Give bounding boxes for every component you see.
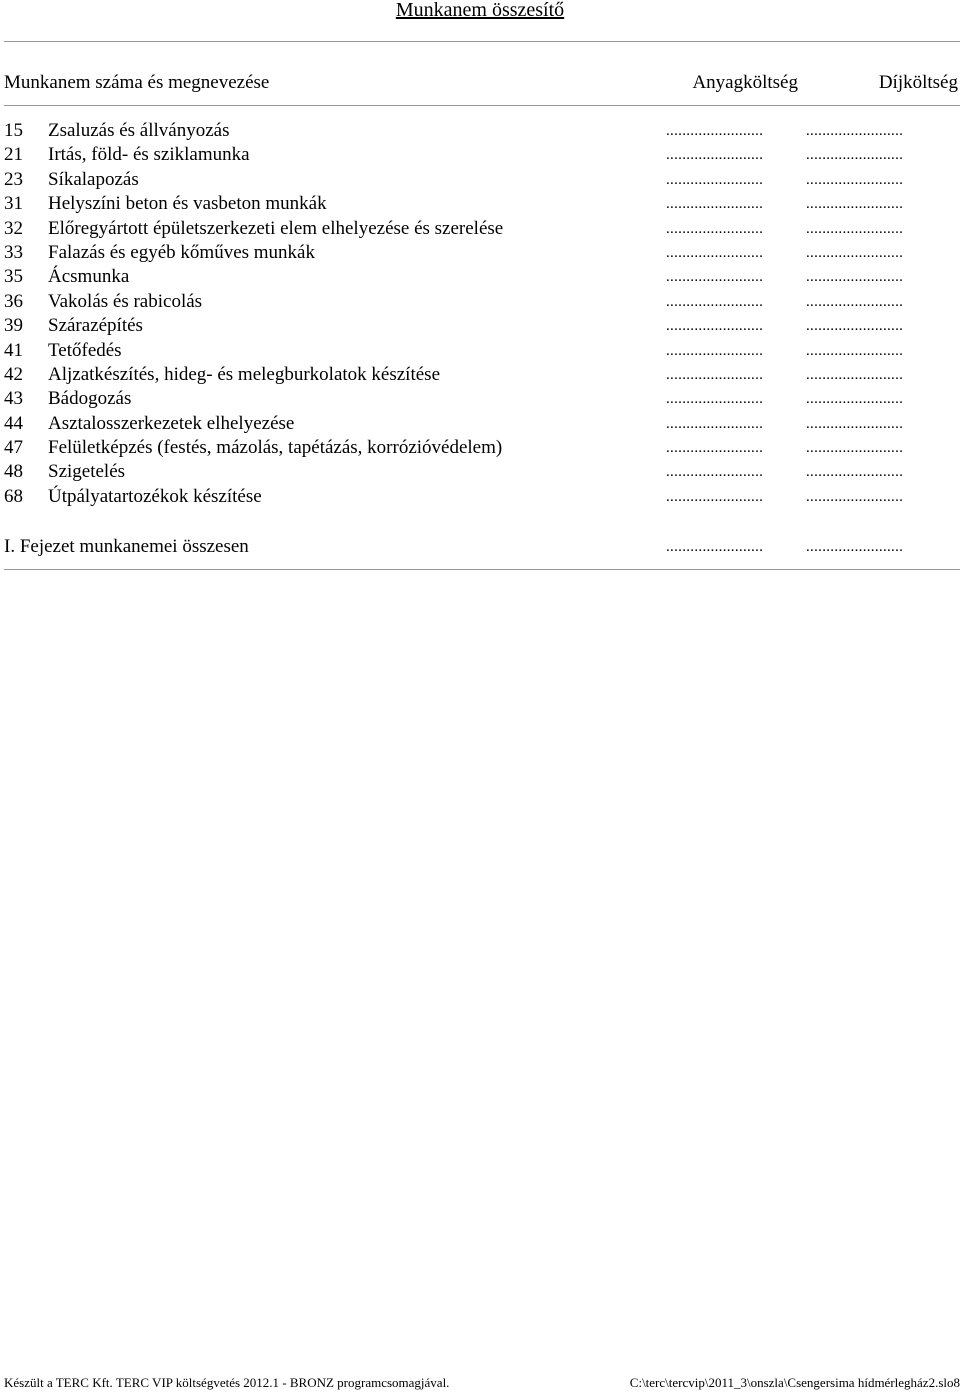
row-fee-cost: ........................	[806, 342, 904, 359]
row-code: 33	[4, 241, 23, 263]
row-label: Zsaluzás és állványozás	[48, 120, 230, 141]
table-row	[4, 314, 960, 338]
row-label: Falazás és egyéb kőműves munkák	[48, 241, 315, 263]
row-label: Felületképzés (festés, mázolás, tapétázás, korrózióvédelem)	[48, 437, 503, 459]
row-fee-cost: ........................	[806, 196, 904, 213]
row-label: Szárazépítés	[48, 315, 143, 337]
row-material-cost: ........................	[666, 415, 764, 432]
table-row	[4, 485, 960, 509]
header-material-cost-column: Anyagköltség	[692, 72, 798, 93]
page-title: Munkanem összesítő	[395, 0, 565, 21]
row-material-cost: ........................	[666, 244, 764, 261]
footer-generator-text: Készült a TERC Kft. TERC VIP költségvetés 2012.1 - BRONZ programcsomagjával.	[4, 1375, 450, 1390]
table-row	[4, 143, 960, 167]
total-label: I. Fejezet munkanemei összesen	[4, 536, 249, 557]
row-material-cost: ........................	[666, 171, 764, 188]
table-row	[4, 168, 960, 192]
row-label: Helyszíni beton és vasbeton munkák	[48, 193, 327, 215]
row-material-cost: ........................	[666, 391, 764, 408]
row-material-cost: ........................	[666, 269, 764, 286]
row-fee-cost: ........................	[806, 440, 904, 457]
header-name-column: Munkanem száma és megnevezése	[4, 72, 270, 93]
row-material-cost: ........................	[666, 123, 764, 139]
row-label: Síkalapozás	[48, 168, 139, 190]
page-footer	[4, 1374, 960, 1392]
row-label: Előregyártott épületszerkezeti elem elhelyezése és szerelése	[48, 217, 504, 239]
table-row	[4, 387, 960, 411]
total-fee-cost: ........................	[806, 539, 904, 555]
row-label: Asztalosszerkezetek elhelyezése	[48, 412, 295, 434]
row-code: 23	[4, 168, 23, 190]
row-material-cost: ........................	[666, 196, 764, 213]
row-label: Vakolás és rabicolás	[48, 290, 203, 312]
table-row	[4, 363, 960, 387]
row-code: 68	[4, 485, 23, 507]
row-fee-cost: ........................	[806, 171, 904, 188]
row-label: Ácsmunka	[48, 266, 130, 288]
row-fee-cost: ........................	[806, 269, 904, 286]
work-type-list	[4, 119, 960, 509]
row-material-cost: ........................	[666, 488, 764, 505]
row-fee-cost: ........................	[806, 293, 904, 310]
row-fee-cost: ........................	[806, 318, 904, 335]
table-row	[4, 436, 960, 460]
row-label: Útpályatartozékok készítése	[48, 485, 262, 507]
row-label: Irtás, föld- és sziklamunka	[48, 144, 250, 166]
table-row	[4, 217, 960, 241]
row-material-cost: ........................	[666, 293, 764, 310]
row-fee-cost: ........................	[806, 415, 904, 432]
row-material-cost: ........................	[666, 342, 764, 359]
row-material-cost: ........................	[666, 366, 764, 383]
table-row	[4, 460, 960, 484]
row-code: 43	[4, 388, 23, 410]
total-material-cost: ........................	[666, 539, 764, 555]
table-row	[4, 339, 960, 363]
row-label: Tetőfedés	[48, 339, 122, 361]
row-material-cost: ........................	[666, 464, 764, 481]
row-fee-cost: ........................	[806, 244, 904, 261]
table-row	[4, 412, 960, 436]
table-row	[4, 265, 960, 289]
row-fee-cost: ........................	[806, 464, 904, 481]
header-divider	[4, 105, 960, 106]
row-label: Bádogozás	[48, 388, 132, 410]
row-fee-cost: ........................	[806, 391, 904, 408]
row-code: 47	[4, 437, 23, 459]
row-code: 35	[4, 266, 23, 288]
row-fee-cost: ........................	[806, 147, 904, 164]
footer-file-path: C:\terc\tercvip\2011_3\onszla\Csengersima hídmérlegház2.slo8	[629, 1375, 960, 1390]
total-divider	[4, 569, 960, 570]
table-header	[4, 70, 960, 96]
table-row	[4, 290, 960, 314]
table-row	[4, 119, 960, 143]
table-row	[4, 192, 960, 216]
row-fee-cost: ........................	[806, 123, 904, 139]
row-code: 15	[4, 120, 23, 141]
row-label: Szigetelés	[48, 461, 126, 483]
row-material-cost: ........................	[666, 318, 764, 335]
row-code: 32	[4, 217, 23, 239]
row-code: 21	[4, 144, 23, 166]
row-material-cost: ........................	[666, 220, 764, 237]
row-code: 31	[4, 193, 23, 215]
row-fee-cost: ........................	[806, 366, 904, 383]
row-code: 39	[4, 315, 23, 337]
row-label: Aljzatkészítés, hideg- és melegburkolatok készítése	[48, 363, 441, 385]
table-row	[4, 241, 960, 265]
row-code: 36	[4, 290, 23, 312]
row-material-cost: ........................	[666, 147, 764, 164]
row-code: 42	[4, 363, 23, 385]
row-code: 44	[4, 412, 23, 434]
top-divider	[4, 41, 960, 42]
row-code: 48	[4, 461, 23, 483]
header-fee-cost-column: Díjköltség	[878, 72, 958, 93]
row-fee-cost: ........................	[806, 488, 904, 505]
chapter-total-row	[4, 535, 960, 559]
row-fee-cost: ........................	[806, 220, 904, 237]
row-material-cost: ........................	[666, 440, 764, 457]
row-code: 41	[4, 339, 23, 361]
